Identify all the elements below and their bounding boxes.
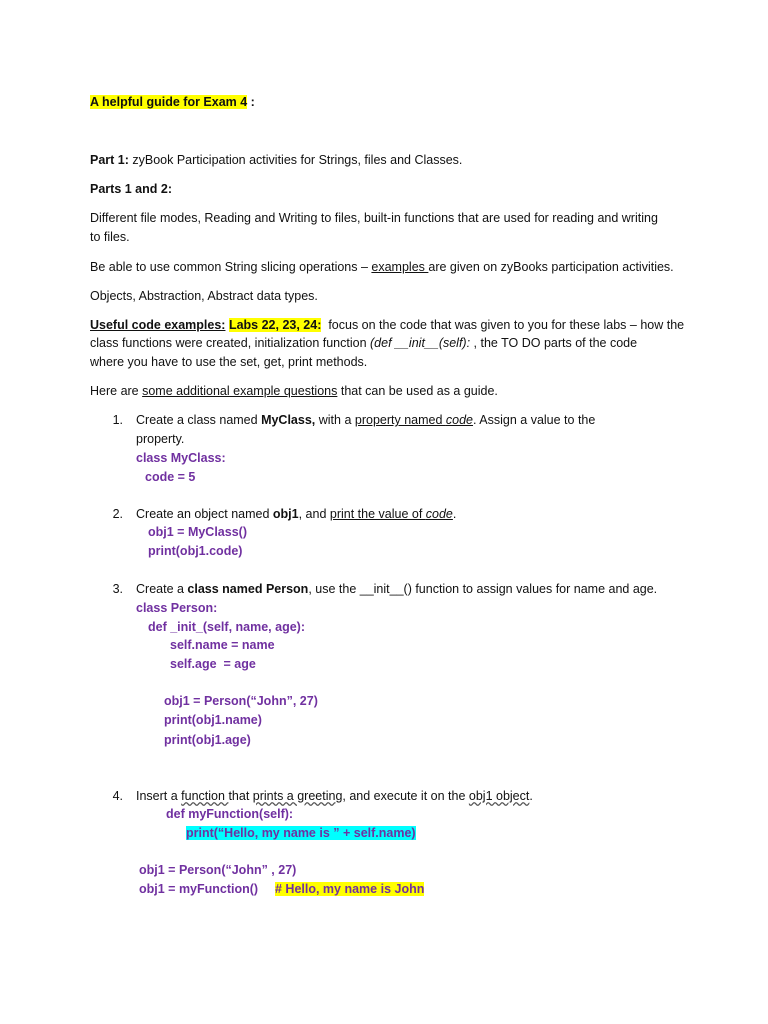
q2-u1: print the value of xyxy=(329,507,426,521)
q1-mid: with a xyxy=(315,413,355,427)
q2-text xyxy=(136,505,456,523)
useful-line1 xyxy=(90,316,684,334)
q2-code-line: obj1 = MyClass() xyxy=(148,525,247,539)
useful-line2-post: , the TO DO parts of the code xyxy=(470,336,638,350)
q3-bold: class named Person xyxy=(187,582,309,596)
parts12-heading: Parts 1 and 2: xyxy=(90,182,172,196)
additional-link[interactable]: some additional example questions xyxy=(142,384,338,398)
title-suffix: : xyxy=(247,95,255,109)
q3-code-line: self.name = name xyxy=(170,638,275,652)
q4-print-highlight: print(“Hello, my name is ” + self.name) xyxy=(186,826,416,840)
q4-mid1: that xyxy=(228,789,253,803)
q4-obj1-object: obj1 object xyxy=(468,789,530,803)
additional-paragraph xyxy=(90,382,498,400)
q3-code-line: print(obj1.age) xyxy=(164,733,251,747)
q4-comment-highlight: # Hello, my name is John xyxy=(275,882,425,896)
q4-code-line: obj1 = Person(“John” , 27) xyxy=(139,863,297,877)
q1-u2: code xyxy=(445,413,474,427)
q4-mid2: , and execute it on the xyxy=(342,789,469,803)
q3-code-line: def _init_(self, name, age): xyxy=(148,620,305,634)
init-signature: (def __init__(self): xyxy=(370,336,471,350)
useful-line3: where you have to use the set, get, print methods. xyxy=(90,355,368,369)
q1-code-line: class MyClass: xyxy=(136,451,226,465)
part1-text: zyBook Participation activities for Strings, files and Classes. xyxy=(128,153,463,167)
q3-code-line: obj1 = Person(“John”, 27) xyxy=(164,694,318,708)
q3-number: 3. xyxy=(112,582,123,596)
useful-line2-pre: class functions were created, initialization function xyxy=(90,336,371,350)
slicing-post: are given on zyBooks participation activities. xyxy=(428,260,674,274)
q4-function-word: function xyxy=(181,789,229,803)
part1-label: Part 1: xyxy=(90,153,129,167)
string-slicing-paragraph xyxy=(90,258,674,276)
q4-number: 4. xyxy=(112,789,123,803)
q2-code-line: print(obj1.code) xyxy=(148,544,243,558)
q1-line2: property. xyxy=(136,432,185,446)
q4-text xyxy=(136,787,533,805)
q3-code-line: class Person: xyxy=(136,601,218,615)
useful-line1-text: focus on the code that was given to you for these labs – how the xyxy=(321,318,685,332)
q1-post: . Assign a value to the xyxy=(473,413,596,427)
additional-post: that can be used as a guide. xyxy=(337,384,498,398)
part1-paragraph xyxy=(90,151,462,169)
q2-bold: obj1 xyxy=(272,507,299,521)
q4-post: . xyxy=(529,789,533,803)
q2-underline xyxy=(330,507,453,521)
slicing-pre: Be able to use common String slicing operations – xyxy=(90,260,372,274)
q3-code-line: print(obj1.name) xyxy=(164,713,262,727)
q1-text xyxy=(136,411,595,429)
file-modes-line1: Different file modes, Reading and Writing to files, built-in functions that are used for reading and writing xyxy=(90,211,658,225)
q1-underline xyxy=(355,413,473,427)
q4-prints-greeting: prints a greeting xyxy=(252,789,343,803)
title-highlight: A helpful guide for Exam 4 xyxy=(90,95,248,109)
q2-mid: , and xyxy=(298,507,330,521)
q3-post: , use the __init__() function to assign values for name and age. xyxy=(308,582,658,596)
page-title xyxy=(90,93,255,111)
q2-pre: Create an object named xyxy=(136,507,273,521)
q1-number: 1. xyxy=(112,413,123,427)
q2-post: . xyxy=(452,507,457,521)
q4-code-line: def myFunction(self): xyxy=(166,807,294,821)
q4-pre: Insert a xyxy=(136,789,182,803)
useful-line2 xyxy=(90,334,637,352)
q3-code-line: self.age = age xyxy=(170,657,256,671)
q1-u1: property named xyxy=(354,413,446,427)
q1-bold: MyClass, xyxy=(261,413,316,427)
examples-link[interactable]: examples xyxy=(371,260,429,274)
additional-pre: Here are xyxy=(90,384,143,398)
q4-code-line xyxy=(186,824,416,842)
q4-code-line: obj1 = myFunction() xyxy=(139,882,259,896)
q3-text xyxy=(136,580,657,598)
q1-code-line: code = 5 xyxy=(145,470,196,484)
useful-label: Useful code examples: xyxy=(90,318,226,332)
q4-comment xyxy=(275,880,424,898)
objects-paragraph: Objects, Abstraction, Abstract data types. xyxy=(90,289,318,303)
q3-pre: Create a xyxy=(136,582,188,596)
labs-highlight: Labs 22, 23, 24: xyxy=(228,318,322,332)
q2-u2: code xyxy=(425,507,453,521)
q2-number: 2. xyxy=(112,507,123,521)
file-modes-line2: to files. xyxy=(90,230,130,244)
q1-pre: Create a class named xyxy=(136,413,262,427)
